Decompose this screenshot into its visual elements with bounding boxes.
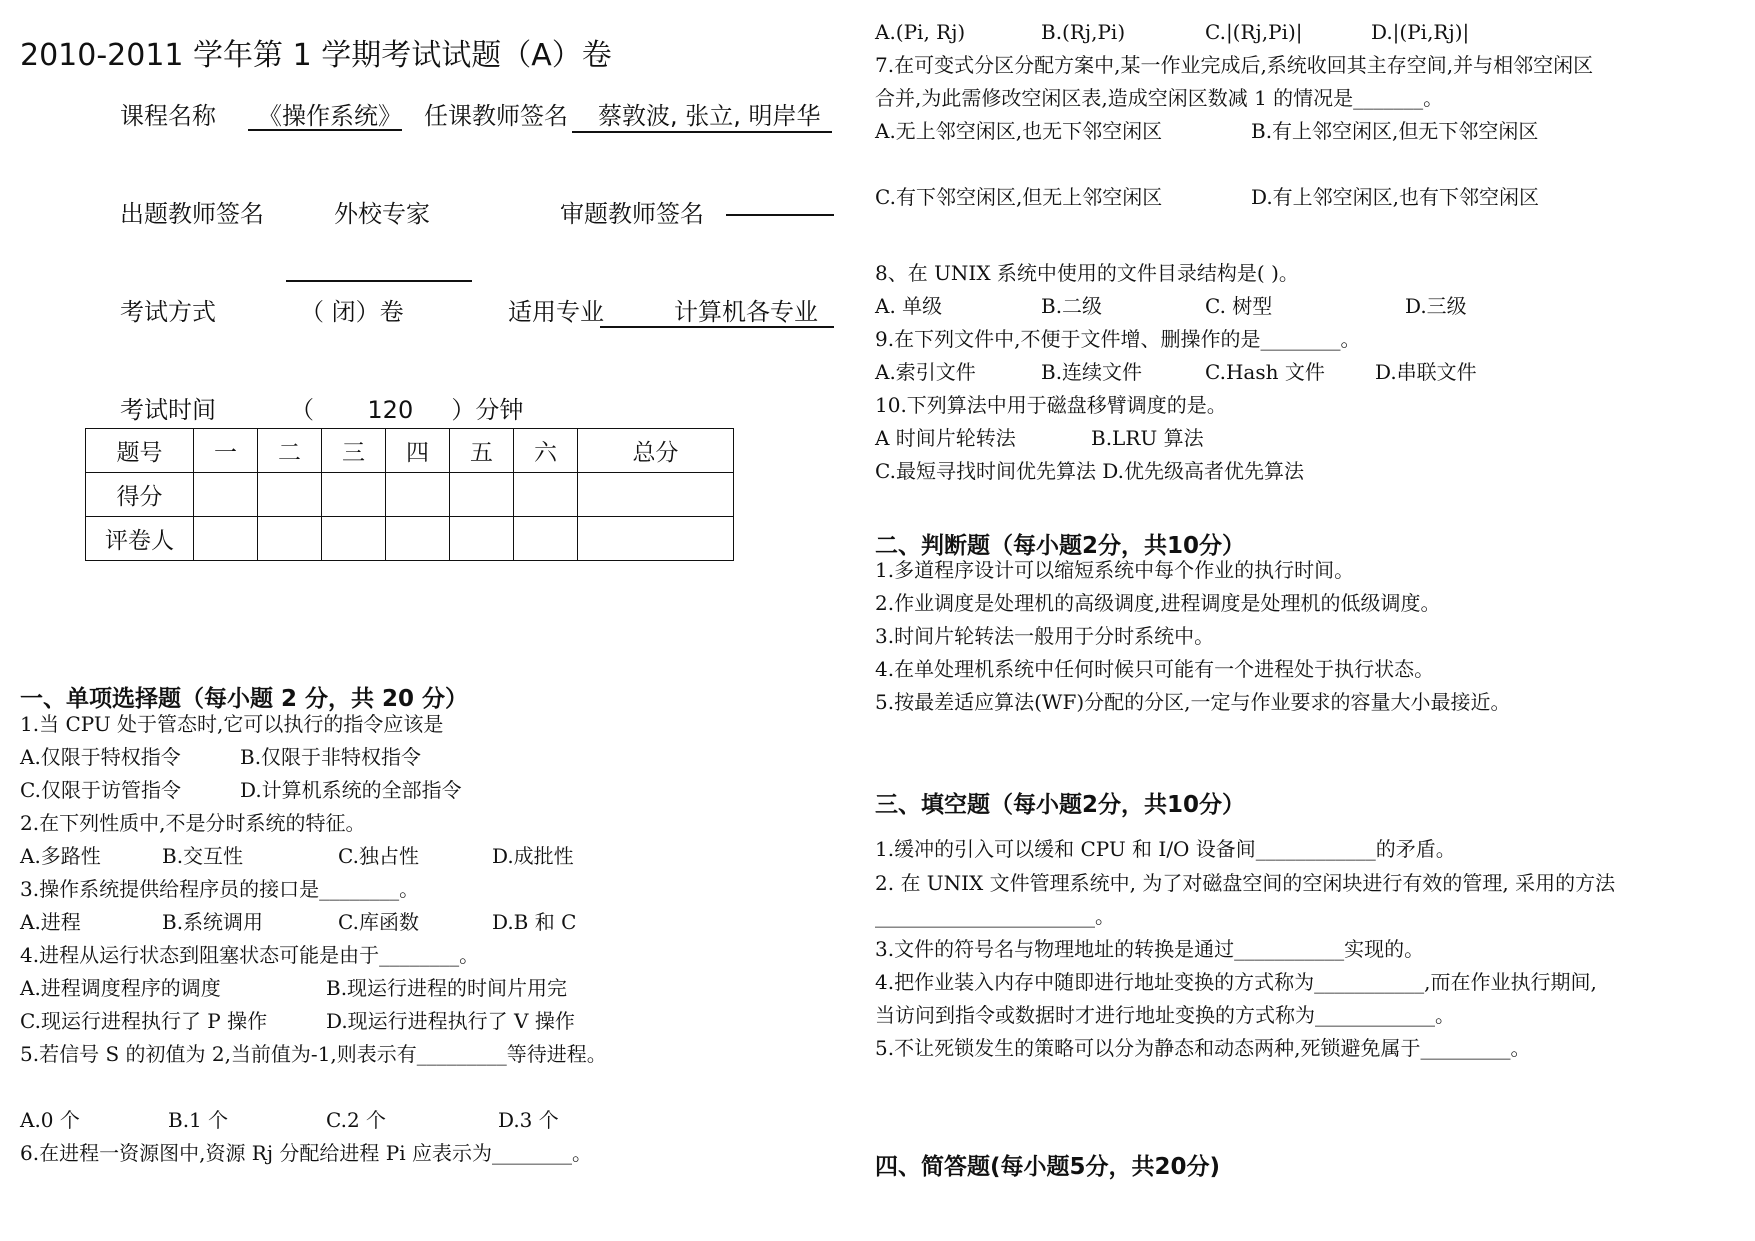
question-line: ______________________。 (875, 904, 1115, 928)
score-cell[interactable] (386, 473, 450, 517)
question-line: 7.在可变式分区分配方案中,某一作业完成后,系统收回其主存空间,并与相邻空闲区 (875, 53, 1594, 77)
section-2-title: 二、判断题（每小题2分，共10分） (875, 533, 1246, 559)
question-line: 当访问到指令或数据时才进行地址变换的方式称为____________。 (875, 1003, 1455, 1027)
answer-option: C.库函数 (338, 910, 419, 934)
answer-option: B.有上邻空闲区,但无下邻空闲区 (1251, 119, 1539, 143)
answer-option: A.进程调度程序的调度 (20, 976, 221, 1000)
answer-option: A.无上邻空闲区,也无下邻空闲区 (875, 119, 1163, 143)
answer-option: B.仅限于非特权指令 (240, 745, 422, 769)
score-cell[interactable] (514, 473, 578, 517)
teacher-label: 任课教师签名 (424, 102, 568, 130)
setter-label: 出题教师签名 (120, 200, 264, 228)
teacher-underline (572, 131, 832, 133)
answer-option: A.索引文件 (875, 360, 976, 384)
major-underline (600, 326, 834, 328)
answer-option: B.1 个 (168, 1108, 229, 1132)
time-value: （ 120 ）分钟 (290, 396, 524, 424)
answer-option: D.计算机系统的全部指令 (240, 778, 462, 802)
answer-option: C.Hash 文件 (1205, 360, 1325, 384)
score-cell[interactable] (322, 473, 386, 517)
score-table-row (86, 473, 734, 517)
question-line: 1.缓冲的引入可以缓和 CPU 和 I/O 设备间____________的矛盾。 (875, 837, 1456, 861)
answer-option: A.0 个 (20, 1108, 80, 1132)
grader-cell[interactable] (450, 517, 514, 561)
score-header-cell: 三 (322, 429, 386, 473)
score-header-cell: 四 (386, 429, 450, 473)
answer-option: D.B 和 C (492, 910, 577, 934)
score-cell[interactable] (258, 473, 322, 517)
setter-value: 外校专家 (334, 200, 430, 228)
question-line: 3.操作系统提供给程序员的接口是________。 (20, 877, 420, 901)
left-column (0, 0, 860, 1241)
score-cell[interactable] (578, 473, 734, 517)
answer-option: A.进程 (20, 910, 81, 934)
question-line: 2.在下列性质中,不是分时系统的特征。 (20, 811, 366, 835)
score-row-label: 评卷人 (86, 517, 194, 561)
answer-option: A 时间片轮转法 (875, 426, 1016, 450)
answer-option: B.二级 (1041, 294, 1103, 318)
grader-cell[interactable] (386, 517, 450, 561)
score-header-cell: 一 (194, 429, 258, 473)
score-header-cell: 总分 (578, 429, 734, 473)
answer-option: D.3 个 (498, 1108, 559, 1132)
answer-option: D.有上邻空闲区,也有下邻空闲区 (1251, 185, 1540, 209)
major-value: 计算机各专业 (674, 298, 818, 326)
answer-option: D.成批性 (492, 844, 574, 868)
grader-cell[interactable] (514, 517, 578, 561)
mode-value: （ 闭）卷 (300, 298, 404, 326)
question-line: 3.文件的符号名与物理地址的转换是通过___________实现的。 (875, 937, 1425, 961)
score-table (85, 428, 734, 561)
course-underline (248, 129, 402, 131)
section-3-title: 三、填空题（每小题2分，共10分） (875, 792, 1246, 818)
answer-option: D.串联文件 (1375, 360, 1477, 384)
major-label: 适用专业 (508, 298, 604, 326)
reviewer-label: 审题教师签名 (560, 200, 704, 228)
answer-option: B.现运行进程的时间片用完 (326, 976, 568, 1000)
right-column (875, 0, 1755, 1241)
answer-option: B.系统调用 (162, 910, 264, 934)
question-line: 5.若信号 S 的初值为 2,当前值为-1,则表示有_________等待进程。 (20, 1042, 607, 1066)
answer-option: A.多路性 (20, 844, 101, 868)
reviewer-underline (726, 214, 834, 216)
question-line: 1.多道程序设计可以缩短系统中每个作业的执行时间。 (875, 558, 1355, 582)
question-line: 4.在单处理机系统中任何时候只可能有一个进程处于执行状态。 (875, 657, 1435, 681)
answer-option: A.仅限于特权指令 (20, 745, 181, 769)
answer-option: A. 单级 (875, 294, 943, 318)
exam-title: 2010-2011 学年第 1 学期考试试题（A）卷 (20, 38, 612, 73)
grader-cell[interactable] (258, 517, 322, 561)
question-line: 4.进程从运行状态到阻塞状态可能是由于________。 (20, 943, 480, 967)
score-table-header-row (86, 429, 734, 473)
score-row-label: 得分 (86, 473, 194, 517)
answer-option: C.2 个 (326, 1108, 387, 1132)
score-header-cell: 题号 (86, 429, 194, 473)
question-line: 4.把作业装入内存中随即进行地址变换的方式称为___________,而在作业执行期间, (875, 970, 1597, 994)
grader-cell[interactable] (322, 517, 386, 561)
mode-label: 考试方式 (120, 298, 216, 326)
score-table-row (86, 517, 734, 561)
question-line: 6.在进程一资源图中,资源 Rj 分配给进程 Pi 应表示为________。 (20, 1141, 592, 1165)
answer-option: C.现运行进程执行了 P 操作 (20, 1009, 268, 1033)
answer-option: C.独占性 (338, 844, 419, 868)
question-line: C.最短寻找时间优先算法 D.优先级高者优先算法 (875, 459, 1304, 483)
answer-option: D.三级 (1405, 294, 1467, 318)
question-line: 合并,为此需修改空闲区表,造成空闲区数减 1 的情况是_______。 (875, 86, 1444, 110)
time-label: 考试时间 (120, 396, 216, 424)
answer-option: B.连续文件 (1041, 360, 1143, 384)
question-line: 5.按最差适应算法(WF)分配的分区,一定与作业要求的容量大小最接近。 (875, 690, 1511, 714)
question-line: 10.下列算法中用于磁盘移臂调度的是。 (875, 393, 1227, 417)
score-header-cell: 六 (514, 429, 578, 473)
answer-option: C.有下邻空闲区,但无上邻空闲区 (875, 185, 1163, 209)
score-header-cell: 五 (450, 429, 514, 473)
grader-cell[interactable] (194, 517, 258, 561)
score-cell[interactable] (450, 473, 514, 517)
question-line: 5.不让死锁发生的策略可以分为静态和动态两种,死锁避免属于_________。 (875, 1036, 1531, 1060)
answer-option: D.|(Pi,Rj)| (1371, 20, 1470, 44)
answer-option: C.仅限于访管指令 (20, 778, 181, 802)
question-line: 3.时间片轮转法一般用于分时系统中。 (875, 624, 1215, 648)
question-line: 1.当 CPU 处于管态时,它可以执行的指令应该是 (20, 712, 444, 736)
answer-option: B.LRU 算法 (1091, 426, 1204, 450)
score-cell[interactable] (194, 473, 258, 517)
question-line: 2.作业调度是处理机的高级调度,进程调度是处理机的低级调度。 (875, 591, 1441, 615)
question-line: 9.在下列文件中,不便于文件增、删操作的是________。 (875, 327, 1361, 351)
section-1-title: 一、单项选择题（每小题 2 分，共 20 分） (20, 686, 469, 712)
answer-option: A.(Pi, Rj) (875, 20, 966, 44)
course-value: 《操作系统》 (258, 102, 402, 130)
mode-overline (286, 280, 472, 282)
score-header-cell: 二 (258, 429, 322, 473)
answer-option: D.现运行进程执行了 V 操作 (326, 1009, 575, 1033)
question-line: 2. 在 UNIX 文件管理系统中, 为了对磁盘空间的空闲块进行有效的管理, 采用的方法 (875, 871, 1616, 895)
grader-cell[interactable] (578, 517, 734, 561)
course-label: 课程名称 (120, 102, 216, 130)
answer-option: B.(Rj,Pi) (1041, 20, 1126, 44)
answer-option: B.交互性 (162, 844, 244, 868)
teacher-value: 蔡敦波, 张立, 明岸华 (598, 102, 821, 130)
section-4-title: 四、简答题(每小题5分，共20分) (875, 1154, 1221, 1180)
answer-option: C. 树型 (1205, 294, 1273, 318)
question-line: 8、在 UNIX 系统中使用的文件目录结构是( )。 (875, 261, 1299, 285)
answer-option: C.|(Rj,Pi)| (1205, 20, 1303, 44)
